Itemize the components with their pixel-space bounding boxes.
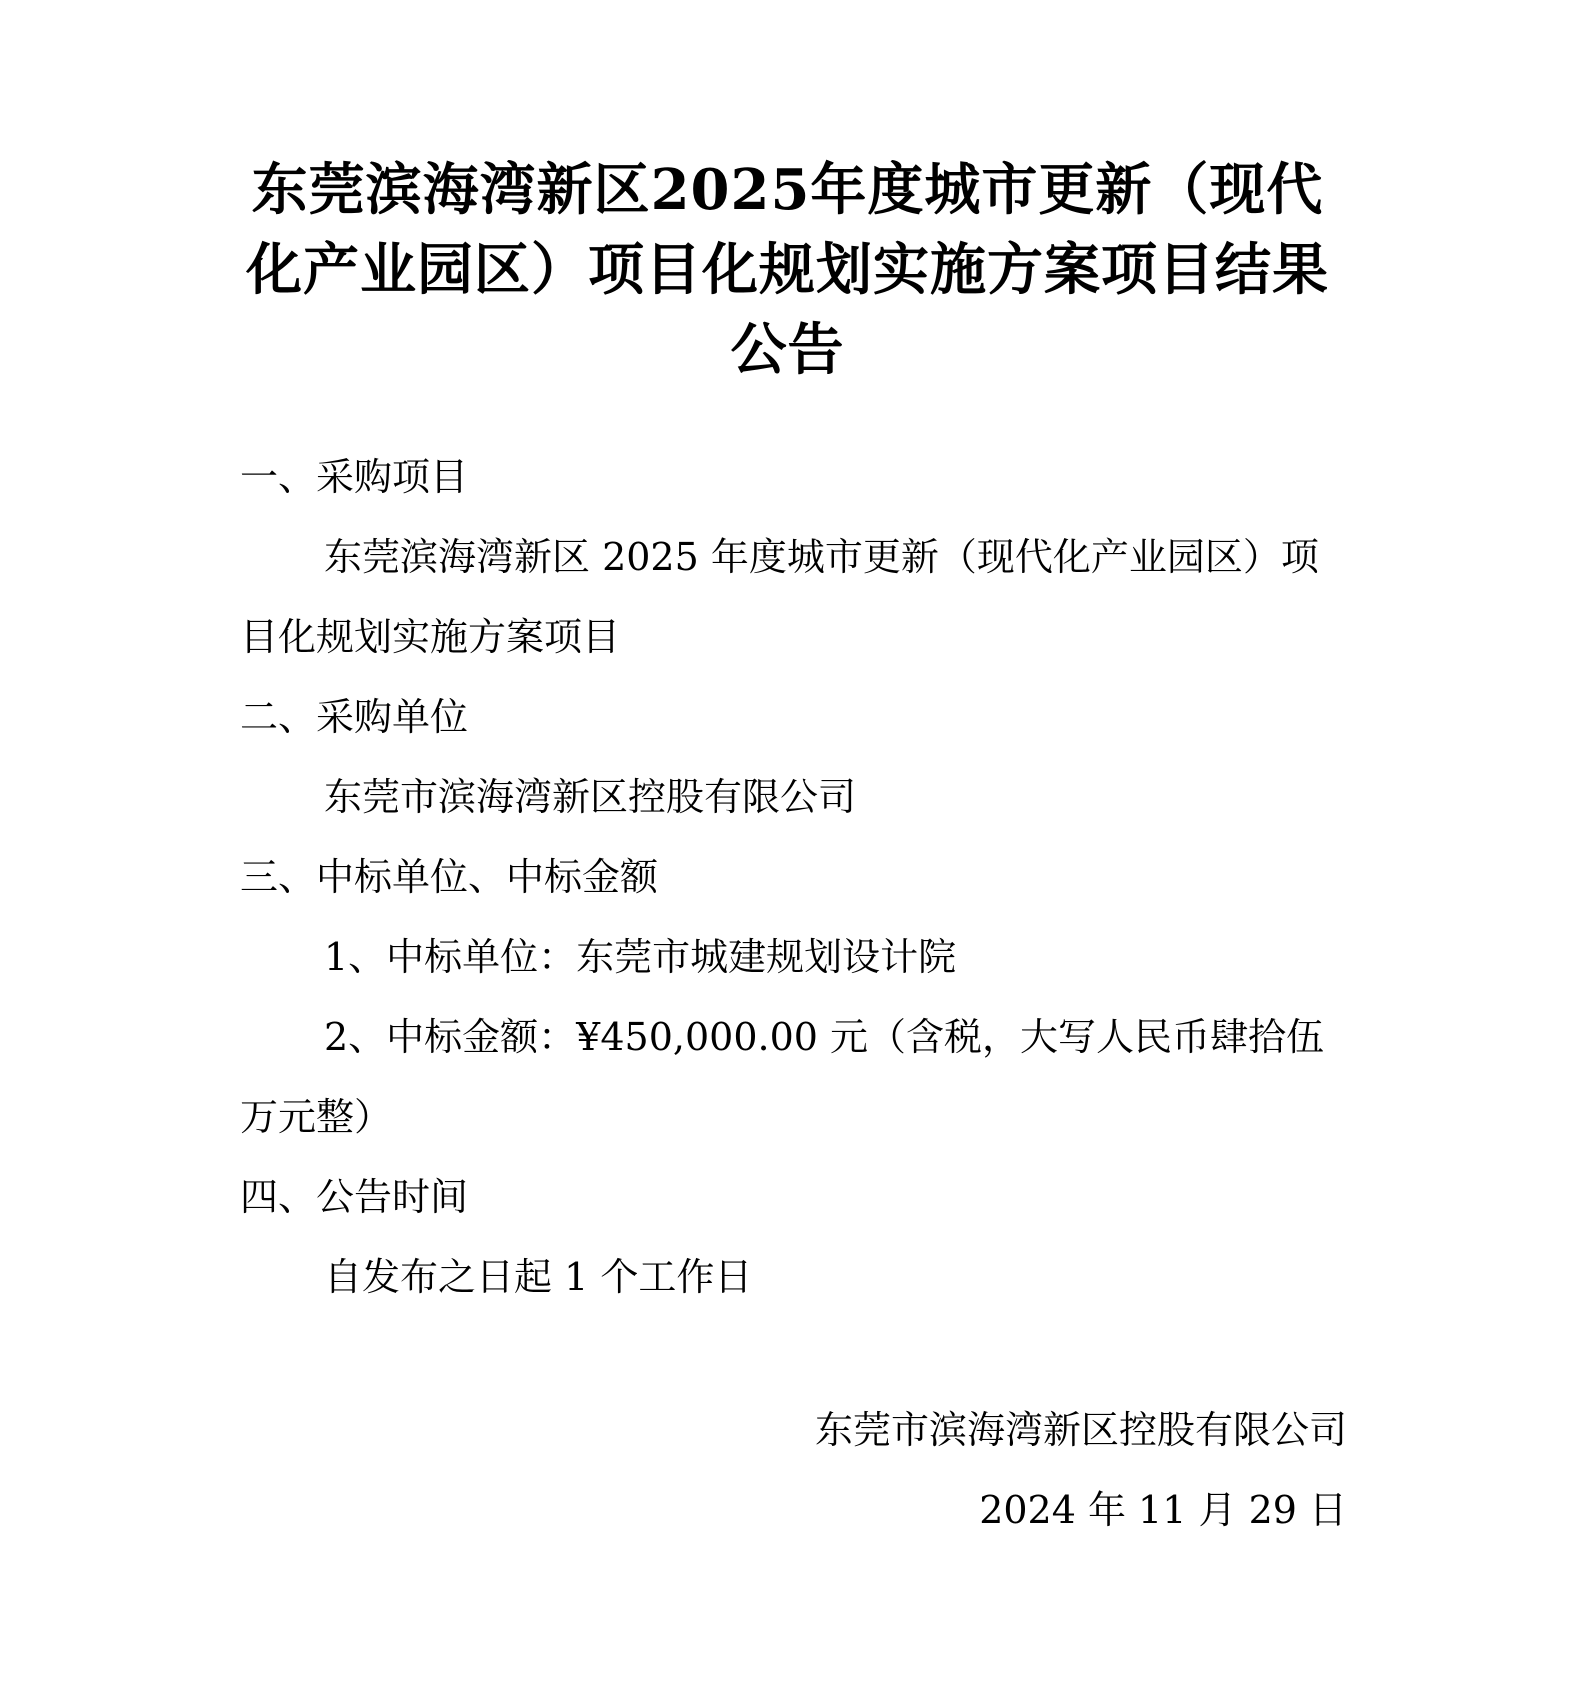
document-title: 东莞滨海湾新区2025年度城市更新（现代化产业园区）项目化规划实施方案项目结果公告 bbox=[246, 157, 1329, 383]
section-heading-procurement-unit: 二、采购单位 bbox=[240, 695, 469, 739]
section-heading-procurement-project: 一、采购项目 bbox=[240, 455, 469, 499]
announcement-time-text: 自发布之日起 1 个工作日 bbox=[324, 1255, 753, 1299]
section-heading-announcement-time: 四、公告时间 bbox=[240, 1175, 469, 1219]
signature-date: 2024 年 11 月 29 日 bbox=[979, 1488, 1347, 1532]
winning-bidder-text: 1、中标单位：东莞市城建规划设计院 bbox=[324, 935, 957, 979]
section-heading-winning-bid: 三、中标单位、中标金额 bbox=[240, 855, 659, 899]
winning-amount-text: 2、中标金额：¥450,000.00 元（含税，大写人民币肆拾伍万元整） bbox=[240, 1015, 1325, 1139]
signature-block bbox=[815, 1390, 1347, 1550]
document-body bbox=[240, 437, 1350, 1317]
procurement-project-text: 东莞滨海湾新区 2025 年度城市更新（现代化产业园区）项目化规划实施方案项目 bbox=[240, 535, 1319, 659]
procurement-unit-text: 东莞市滨海湾新区控股有限公司 bbox=[324, 775, 857, 819]
signature-organization: 东莞市滨海湾新区控股有限公司 bbox=[814, 1408, 1347, 1452]
